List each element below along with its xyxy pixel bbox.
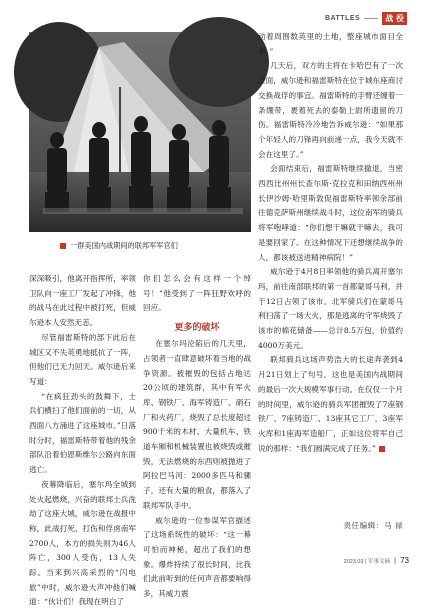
text-column-2	[143, 272, 251, 602]
page-footer	[344, 556, 409, 565]
text-column-3	[258, 30, 403, 456]
officers-photo	[29, 32, 251, 232]
text-column-1	[29, 272, 136, 610]
paragraph: 几天后，双方的主将在卡哈巴有了一次会面，威尔逊和福雷斯特在位于城东座商讨交换战俘的事宜。福雷斯特的手臂还缠着一条绷带，裹着死去的泰勒上尉所遗留的刀伤。福雷斯特冷冷地告诉威尔逊：“如果那个年轻人的刀锋再向前递一点，我今天就不会在这里了。”	[258, 61, 403, 159]
footer-separator: |	[394, 556, 397, 565]
section-header	[325, 12, 407, 24]
paragraph: 在塞尔玛沦陷后的几天里，占领者一直肆意破坏着当地的战争资源。被摧毁的包括占地达20公顷的建筑群，其中有军火库、钢铁厂、海军铸造厂、硝石厂和火药厂，烧毁了总长度超过900千米的木材、大量机车、铁道车厢和机械装置也被烧毁或摧毁，无法燃烧的东西则被抛进了阿拉巴马河：2000多匹马和骡子，还有大量的粮食，都落入了联邦军队手中。	[143, 339, 251, 510]
paragraph-final	[258, 353, 403, 456]
paragraph: 尽管福雷斯特的部下此后在城区又不失英勇地抵抗了一阵，但他们已无力回天。威尔逊后来写道：	[29, 332, 136, 386]
paragraph: “在疯狂劲头的鼓舞下，士兵们横扫了他们面前的一切，从西面八方涌进了这座城市。”日落时分时，福雷斯特带着他的残余部队沿着伯恩斯维尔公路向东面逃亡。	[29, 391, 136, 475]
caption-bullet-icon	[60, 243, 66, 249]
section-label-en: BATTLES	[324, 14, 361, 22]
responsible-editor: 责任编辑：马 禄	[343, 521, 403, 530]
page-number: 73	[400, 556, 409, 565]
paragraph: 你们怎么会有这样一个绰号！”他受到了一阵狂野欢呼的回应。	[143, 274, 251, 313]
header-divider	[364, 18, 378, 19]
paragraph: 动着周围数英里的土地，整座城市面目全非。”	[258, 32, 403, 56]
end-mark-icon	[379, 446, 385, 452]
section-label-cn: 战 役	[382, 12, 407, 25]
paragraph-text: 联邦骑兵这场声势浩大的长途奔袭到4月21日划上了句号，这也是美国内战期间的最后一次大规模军事行动。在仅仅一个月的时间里，威尔逊的骑兵军团摧毁了7座钢铁厂、7座铸造厂、13座其它工厂，3座军火库和1座海军造船厂，正如这位将军自己说的那样：“我们圆满完成了任务。”	[258, 355, 403, 453]
section-subheading: 更多的破坏	[174, 323, 220, 334]
caption-text: 一群美国内战期间的联邦军军官们	[70, 241, 178, 250]
paragraph: 威尔逊的一位参谋军官描述了这场系统性的破坏：“这一幕可怕而神秘，超出了我们的想象。爆炸持续了很长时间，比我们此前听到的任何声音都要响得多，其威力震	[143, 515, 251, 599]
paragraph: 会面结束后，福雷斯特继续撤退，当密西西比州州长查尔斯·克拉克和田纳西州州长伊沙姆·哈里斯敦促福雷斯特率领余部前往德克萨斯州继续战斗时，这位南军的骑兵将军咆哮道：“你们想干嘛就干嘛去，我可是要回家了。在这种情况下还想继续战争的人，都该被送进精神病院！”	[258, 164, 403, 262]
paragraph: 夜幕降临后，塞尔玛全城到处火起燃烧，兴奋的联邦士兵洗劫了这座大城，威尔逊在战报中称，此战打死、打伤和俘虏南军2700人，本方的损失则为46人阵亡，300人受伤，13人失踪。当来到兴高采烈的“闪电旅”中时，威尔逊大声冲他们喊道：“伙计们！我现在明白了	[29, 479, 136, 607]
issue-label: 2023.03 | 军事文摘	[343, 558, 391, 565]
paragraph: 深深吸引，他离开指挥所，率领卫队向一座工厂发起了冲锋，他的战马在此过程中被打死，但威尔逊本人安然无恙。	[29, 274, 136, 328]
photo-caption	[60, 241, 260, 251]
paragraph: 威尔逊于4月8日率领他的骑兵离开塞尔玛，前往南部联邦的第一首都蒙哥马利，并于12日占领了该市。北军骑兵们在蒙哥马利扫荡了一场大火，那是逃离的守军烧毁了该市的棉花储备——总计8.5万包，价值约4000万美元。	[258, 267, 403, 350]
